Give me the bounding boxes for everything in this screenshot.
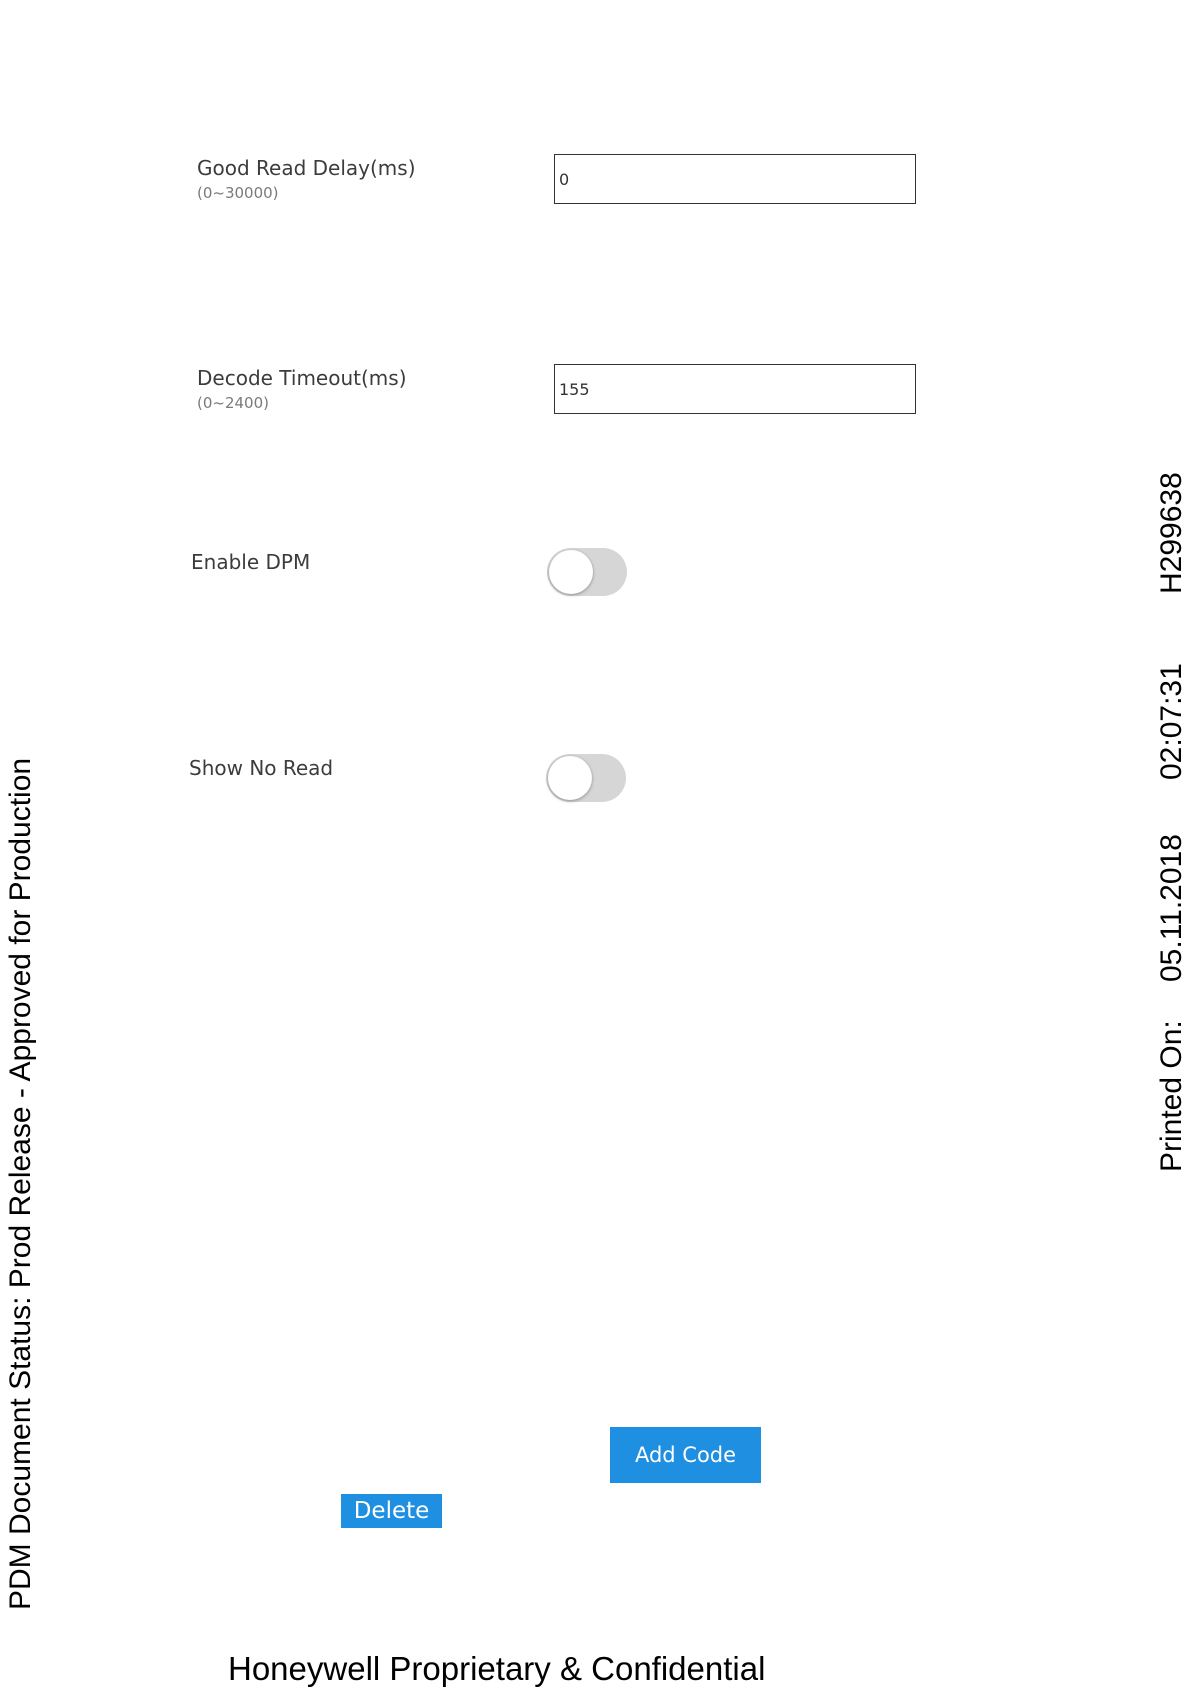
good-read-delay-input[interactable] — [554, 154, 916, 204]
enable-dpm-toggle[interactable] — [547, 548, 627, 596]
printed-time: 02:07:31 — [1155, 663, 1188, 780]
good-read-delay-label: Good Read Delay(ms) — [197, 156, 416, 180]
printed-date: 05.11.2018 — [1155, 834, 1188, 982]
footer-confidential: Honeywell Proprietary & Confidential — [228, 1650, 766, 1687]
enable-dpm-label: Enable DPM — [191, 550, 311, 574]
toggle-knob — [549, 550, 593, 594]
add-code-button[interactable]: Add Code — [610, 1427, 761, 1483]
show-no-read-label: Show No Read — [189, 756, 334, 780]
good-read-delay-range: (0~30000) — [197, 184, 279, 202]
document-id: H299638 — [1155, 472, 1188, 594]
decode-timeout-label: Decode Timeout(ms) — [197, 366, 407, 390]
show-no-read-toggle[interactable] — [546, 754, 626, 802]
printed-on-label: Printed On: — [1155, 1020, 1188, 1172]
decode-timeout-range: (0~2400) — [197, 394, 269, 412]
toggle-knob — [548, 756, 592, 800]
delete-button[interactable]: Delete — [341, 1494, 442, 1528]
decode-timeout-input[interactable] — [554, 364, 916, 414]
pdm-document-status: PDM Document Status: Prod Release - Approved for Production — [4, 757, 37, 1610]
